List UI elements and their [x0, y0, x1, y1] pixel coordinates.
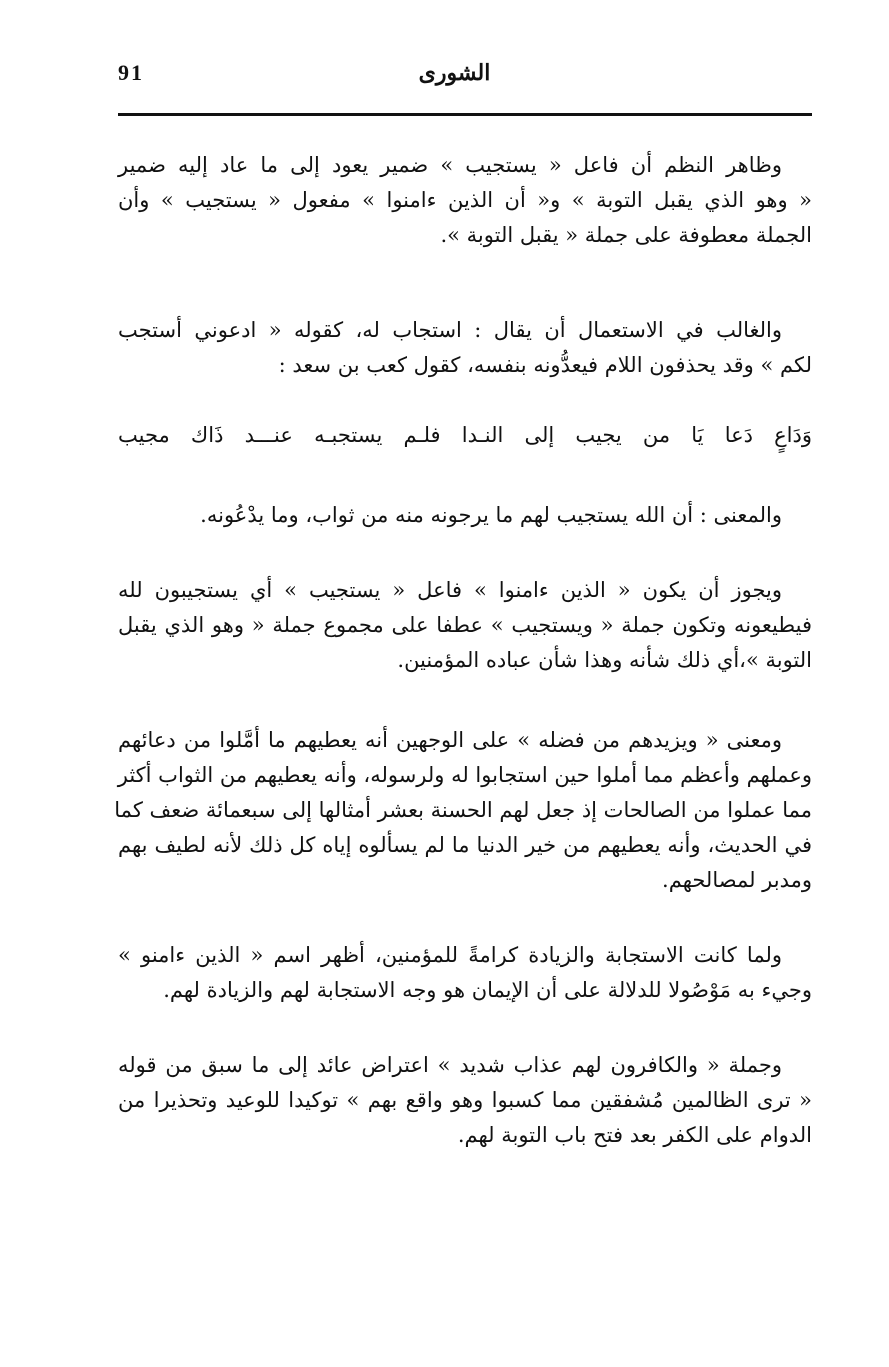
text-line: الدوام على الكفر بعد فتح باب التوبة لهم.: [457, 1123, 812, 1147]
header-rule: [118, 113, 812, 116]
text-line: وجيء به مَوْصُولا للدلالة على أن الإيمان هو وجه الاستجابة لهم والزيادة لهم.: [163, 978, 812, 1002]
text-line: لكم » وقد يحذفون اللام فيعدُّونه بنفسه، كقول كعب بن سعد :: [278, 353, 812, 377]
text-line: وجملة « والكافرون لهم عذاب شديد » اعتراض عائد إلى ما سبق من قوله: [118, 1053, 782, 1077]
text-line: ومدبر لمصالحهم.: [662, 868, 812, 892]
text-line: الجملة معطوفة على جملة « يقبل التوبة ».: [440, 223, 812, 247]
text-line: « ترى الظالمين مُشفقين مما كسبوا وهو واقع بهم » توكيدا للوعيد وتحذيرا من: [118, 1088, 812, 1112]
text-line: ومعنى « ويزيدهم من فضله » على الوجهين أنه يعطيهم ما أمَّلوا من دعائهم: [118, 728, 782, 752]
text-line: وظاهر النظم أن فاعل « يستجيب » ضمير يعود إلى ما عاد إليه ضمير: [118, 153, 782, 177]
text-line: ويجوز أن يكون « الذين ءامنوا » فاعل « يستجيب » أي يستجيبون لله: [118, 578, 782, 602]
text-line: والغالب في الاستعمال أن يقال : استجاب له، كقوله « ادعوني أستجب: [118, 318, 782, 342]
text-line: في الحديث، وأنه يعطيهم من خير الدنيا ما لم يسألوه إياه كل ذلك لأنه لطيف بهم: [118, 833, 812, 857]
text-line: وَدَاعٍ دَعا يَا من يجيب إلى النـدا فلـم يستجبـه عنـــد ذَاك مجيب: [118, 423, 812, 447]
text-line: مما عملوا من الصالحات إذ جعل لهم الحسنة بعشر أمثالها إلى سبعمائة ضعف كما: [114, 798, 812, 822]
text-line: ولما كانت الاستجابة والزيادة كرامةً للمؤمنين، أظهر اسم « الذين ءامنو »: [118, 943, 782, 967]
text-line: « وهو الذي يقبل التوبة » و« أن الذين ءامنوا » مفعول « يستجيب » وأن: [118, 188, 812, 212]
text-line: فيطيعونه وتكون جملة « ويستجيب » عطفا على مجموع جملة « وهو الذي يقبل: [118, 613, 812, 637]
text-line: وعملهم وأعظم مما أملوا حين استجابوا له ولرسوله، وأنه يعطيهم من الثواب أكثر: [117, 763, 812, 787]
text-line: والمعنى : أن الله يستجيب لهم ما يرجونه منه من ثواب، وما يدْعُونه.: [200, 503, 782, 527]
text-line: التوبة »،أي ذلك شأنه وهذا شأن عباده المؤمنين.: [397, 648, 812, 672]
running-title: الشورى: [418, 60, 491, 86]
page-number: 91: [118, 60, 144, 85]
